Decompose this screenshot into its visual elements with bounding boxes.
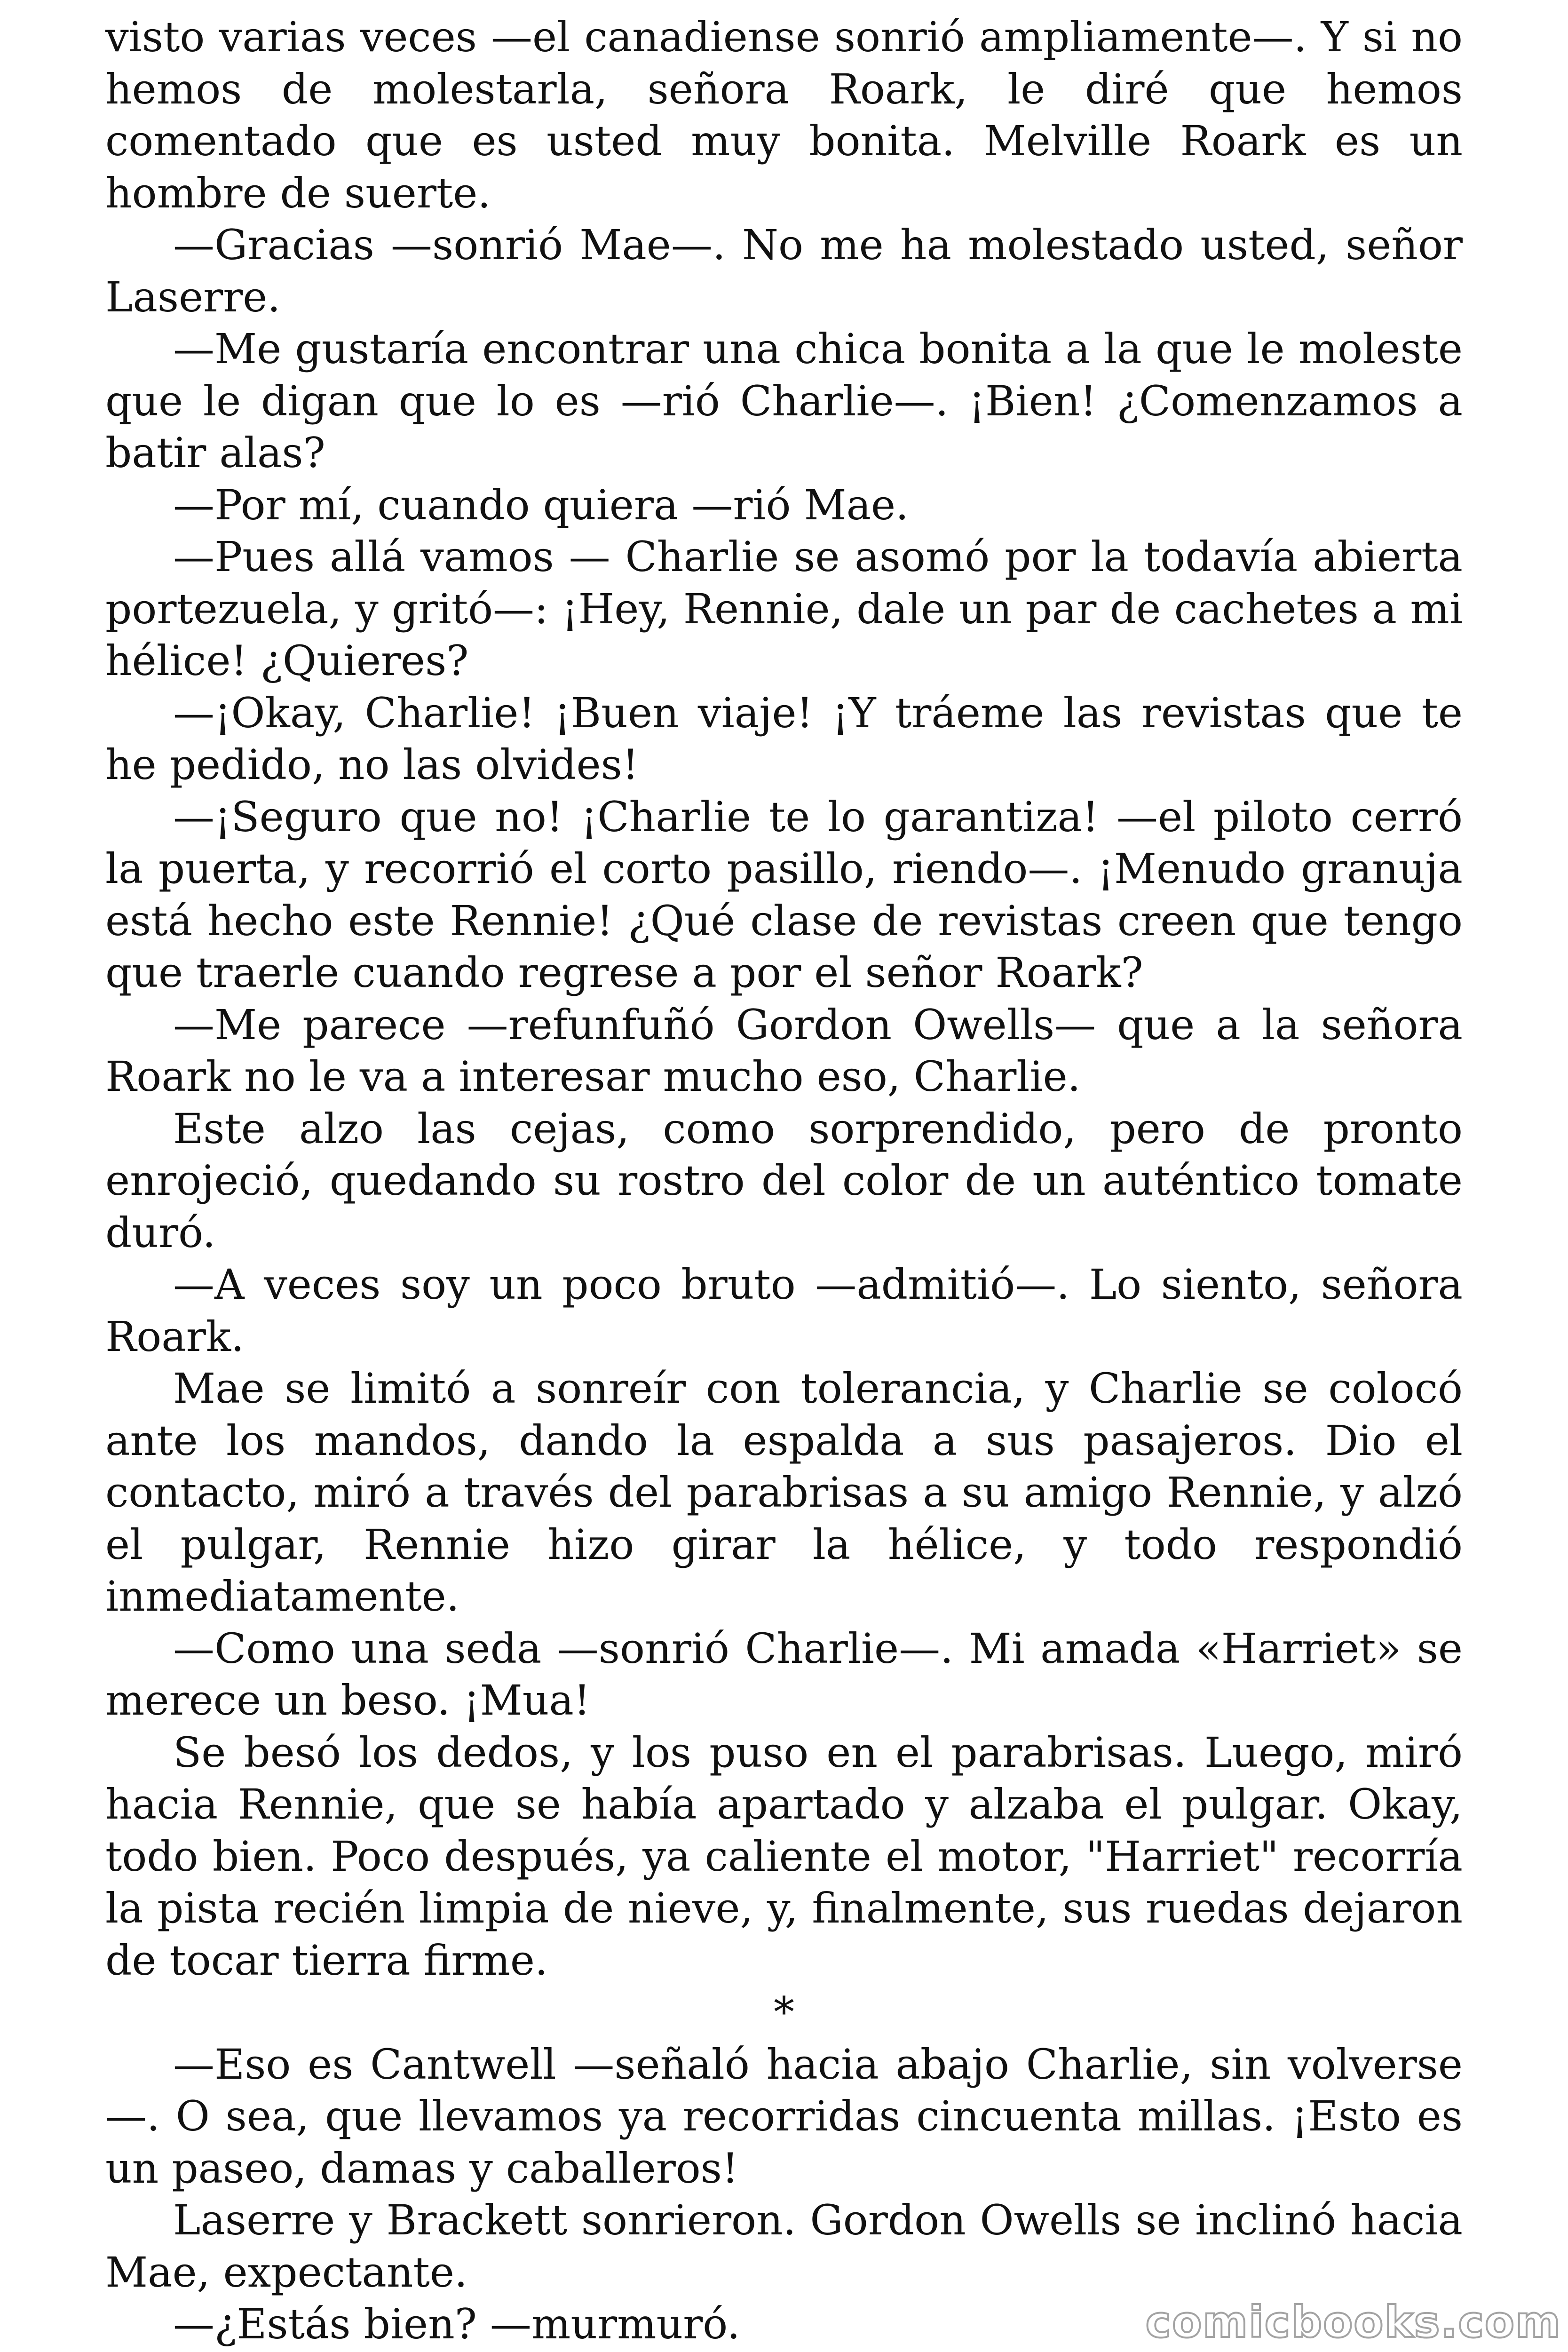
- paragraph: —¡Seguro que no! ¡Charlie te lo garantiza! —el piloto cerró la puerta, y recorrió el corto pasillo, riendo—. ¡Menudo granuja está hecho este Rennie! ¿Qué clase de revistas creen que tengo que traerle cuando regrese a por el señor Roark?: [105, 792, 1463, 997]
- paragraph: —¡Okay, Charlie! ¡Buen viaje! ¡Y tráeme las revistas que te he pedido, no las olvides!: [105, 688, 1463, 789]
- paragraph: Laserre y Brackett sonrieron. Gordon Owells se inclinó hacia Mae, expectante.: [105, 2196, 1463, 2296]
- paragraph: —¿Estás bien? —murmuró.: [173, 2300, 740, 2348]
- paragraph: Se besó los dedos, y los puso en el parabrisas. Luego, miró hacia Rennie, que se había apartado y alzaba el pulgar. Okay, todo bien. Poco después, ya caliente el motor, "Harriet" recorría la pista recién limpia de nieve, y, finalmente, sus ruedas dejaron de tocar tierra firme.: [105, 1728, 1463, 1985]
- paragraph: [105, 2351, 1463, 2352]
- paragraph: Este alzo las cejas, como sorprendido, pero de pronto enrojeció, quedando su rostro del color de un auténtico tomate duró.: [105, 1104, 1463, 1257]
- paragraph: —Me gustaría encontrar una chica bonita a la que le moleste que le digan que lo es —rió Charlie—. ¡Bien! ¿Comenzamos a batir alas?: [105, 325, 1463, 477]
- paragraph: —Gracias —sonrió Mae—. No me ha molestado usted, señor Laserre.: [105, 221, 1463, 321]
- text-body: [105, 11, 1463, 2352]
- paragraph: visto varias veces —el canadiense sonrió ampliamente—. Y si no hemos de molestarla, señora Roark, le diré que hemos comentado que es usted muy bonita. Melville Roark es un hombre de suerte.: [105, 13, 1463, 217]
- section-separator: *: [774, 1988, 794, 2036]
- paragraph: —Eso es Cantwell —señaló hacia abajo Charlie, sin volverse—. O sea, que llevamos ya recorridas cincuenta millas. ¡Esto es un paseo, damas y caballeros!: [105, 2040, 1463, 2193]
- paragraph: —Como una seda —sonrió Charlie—. Mi amada «Harriet» se merece un beso. ¡Mua!: [105, 1624, 1463, 1724]
- paragraph: Mae se limitó a sonreír con tolerancia, y Charlie se colocó ante los mandos, dando la espalda a sus pasajeros. Dio el contacto, miró a través del parabrisas a su amigo Rennie, y alzó el pulgar, Rennie hizo girar la hélice, y todo respondió inmediatamente.: [105, 1364, 1463, 1621]
- paragraph: —Por mí, cuando quiera —rió Mae.: [173, 480, 909, 529]
- paragraph: —A veces soy un poco bruto —admitió—. Lo siento, señora Roark.: [105, 1260, 1463, 1361]
- paragraph: —Pues allá vamos — Charlie se asomó por la todavía abierta portezuela, y gritó—: ¡Hey, Rennie, dale un par de cachetes a mi hélice! ¿Quieres?: [105, 532, 1463, 685]
- watermark: comicbooks.com: [1145, 2297, 1561, 2347]
- paragraph: —Me parece —refunfuñó Gordon Owells— que a la señora Roark no le va a interesar mucho eso, Charlie.: [105, 1000, 1463, 1101]
